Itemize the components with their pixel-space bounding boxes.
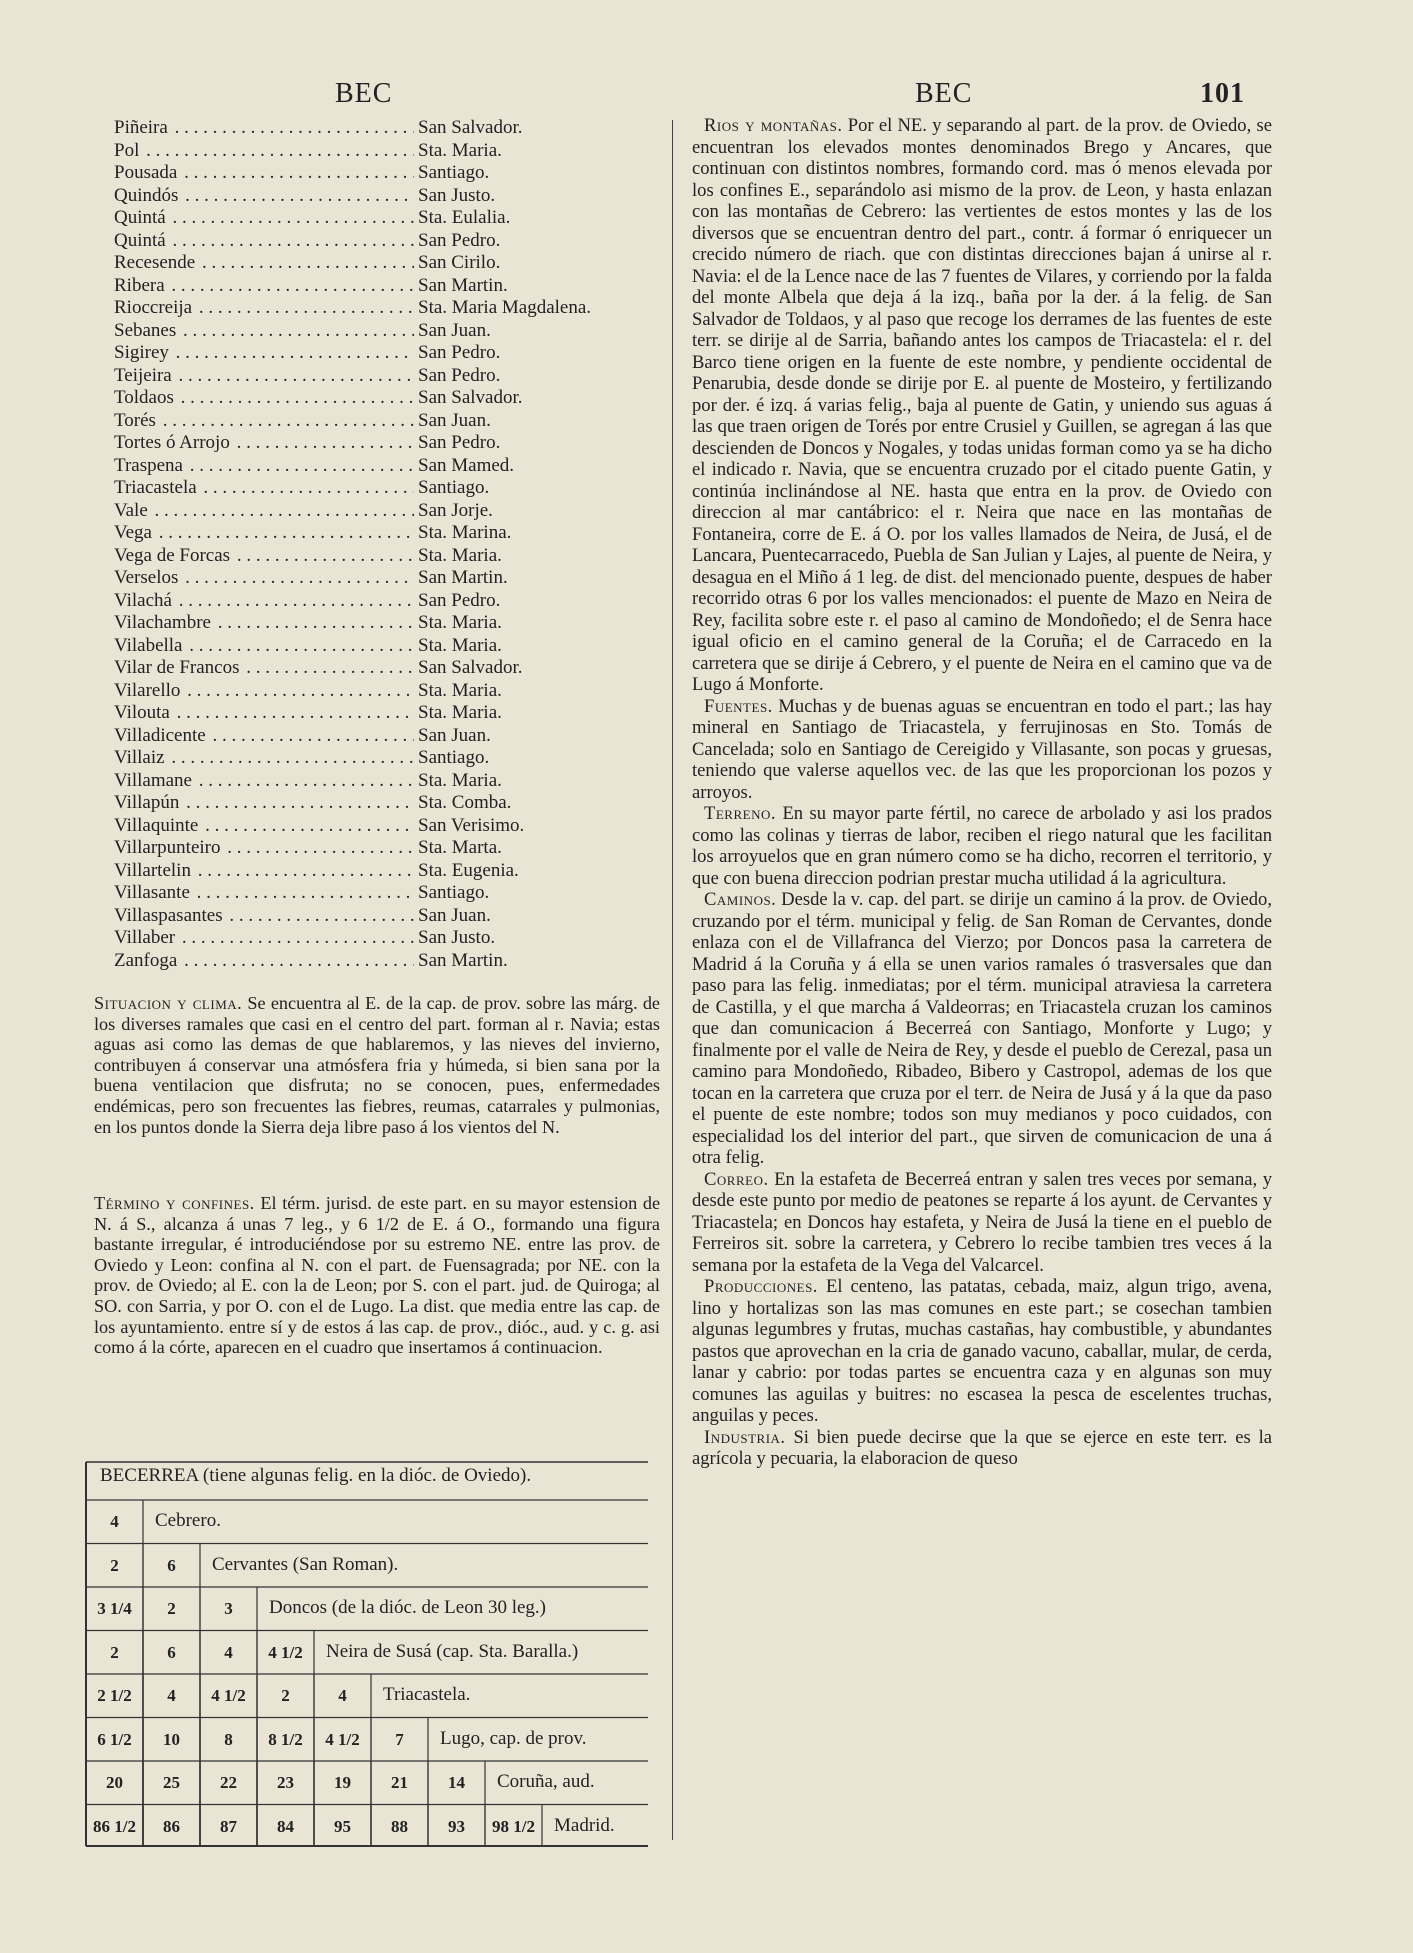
distance-cell: 2 (110, 1642, 119, 1662)
parish-row (114, 185, 674, 208)
parish-name-text: Vilar de Francos (114, 657, 240, 678)
section-heading: Término y confines. (94, 1193, 255, 1213)
parish-name-text: Villasante (114, 882, 190, 903)
parish-saint: Sta. Maria. (418, 679, 502, 701)
parish-name-text: Toldaos (114, 387, 174, 408)
parish-name-text: Ribera (114, 274, 165, 296)
parish-row (114, 567, 674, 590)
parish-name-text: Vilachá (114, 589, 172, 611)
parish-row (114, 590, 674, 613)
parish-name (114, 950, 414, 973)
parish-row (114, 252, 674, 275)
parish-saint: Santiago. (418, 747, 490, 768)
section-body: Se encuentra al E. de la cap. de prov. sobre las márg. de los diverses ramales que casi en el centro del part. forman al r. Navia; estas aguas asi como las demas de que hablaremos, y las nieves del invierno, contribuyen á conservar una atmósfera fria y húmeda, si bien sana por la buena ventilacion que disfruta; no se conocen, pues, enfermedades endémicas, pero son frecuentes las fiebres, reumas, catarrales y pulmonias, en los puntos donde la Sierra deja libre paso á los vientos del N. (94, 993, 660, 1137)
parish-row (114, 365, 674, 388)
right-section (692, 889, 1272, 1169)
parish-saint: Santiago. (418, 477, 490, 498)
parish-saint: San Pedro. (418, 364, 501, 386)
parish-name-text: Torés (114, 409, 156, 431)
parish-saint: San Juan. (418, 724, 491, 746)
parish-name-text: Triacastela (114, 477, 197, 498)
parish-saint: San Pedro. (418, 589, 501, 611)
parish-name (114, 320, 414, 343)
distance-cell: 98 1/2 (492, 1816, 535, 1836)
parish-name (114, 792, 414, 815)
distance-cell: 14 (448, 1773, 465, 1792)
parish-row (114, 702, 674, 725)
table-place: Triacastela. (383, 1684, 471, 1705)
parish-name-text: Villarpunteiro (114, 837, 221, 858)
parish-saint: San Pedro. (418, 229, 501, 251)
parish-saint: San Salvador. (418, 387, 523, 408)
distance-cell: 86 (163, 1816, 180, 1836)
distance-table (78, 1458, 651, 1850)
distance-cell: 25 (163, 1773, 180, 1792)
parish-name (114, 140, 414, 163)
parish-name-text: Traspena (114, 454, 183, 476)
parish-saint: San Salvador. (418, 117, 523, 138)
parish-name-text: Villapún (114, 792, 180, 813)
parish-row (114, 500, 674, 523)
distance-cell: 7 (395, 1729, 404, 1749)
distance-cell: 2 (281, 1686, 290, 1705)
parish-name-text: Sebanes (114, 319, 177, 341)
parish-row (114, 432, 674, 455)
distance-cell: 8 1/2 (268, 1729, 303, 1749)
distance-cell: 22 (220, 1773, 237, 1792)
parish-saint: San Juan. (418, 319, 491, 341)
parish-name (114, 860, 414, 883)
parish-name-text: Villamane (114, 769, 192, 791)
section-body: Muchas y de buenas aguas se encuentran en todo el part.; las hay mineral en Santiago de Triacastela, y ferrujinosas en Sto. Tomás de Cancelada; solo en Santiago de Cereigido y Villasante, son pocas y gruesas, teniendo que valerse aquellos vec. de las que les proporcionan los pozos y arroyos. (692, 695, 1272, 803)
distance-cell: 6 (167, 1555, 176, 1575)
section-body: El térm. jurisd. de este part. en su mayor estension de N. á S., alcanza á unas 7 leg., y 6 1/2 de E. á O., formando una figura bastante irregular, é introduciéndose por su estremo NE. entre las prov. de Oviedo y Leon: confina al N. con el part. de Fuensagrada; por NE. con la prov. de Oviedo; al E. con la de Leon; por S. con el part. jud. de Quiroga; al SO. con Sarria, y por O. con el de Lugo. La dist. que media entre las cap. de los ayuntamiento. entre sí y de estos á las cap. de prov., dióc., aud. y c. g. asi como á la córte, aparecen en el cuadro que insertamos á continuacion. (94, 1193, 661, 1358)
section-body: El centeno, las patatas, cebada, maiz, algun trigo, avena, lino y hortalizas son las mas comunes en este part.; se cosechan tambien algunas legumbres y frutas, muchas castañas, hay combustible, y abundantes pastos que aprovechan en la cria de ganado vacuno, caballar, mular, de cerda, lanar y cabrio: por todas partes se encuentra caza y en algunas son muy comunes las aguilas y buitres: no escasea la pesca de escelentes truchas, anguilas y peces. (692, 1276, 1273, 1426)
parish-saint: San Mamed. (418, 454, 515, 476)
parish-row (114, 320, 674, 343)
parish-row (114, 680, 674, 703)
parish-saint: Sta. Maria. (418, 612, 502, 633)
parish-row (114, 927, 674, 950)
parish-name-text: Sigirey (114, 342, 169, 363)
parish-row (114, 455, 674, 478)
parish-name (114, 680, 414, 703)
parish-name-text: Vale (114, 499, 148, 521)
section-heading: Fuentes. (704, 695, 773, 717)
parish-name-text: Vega de Forcas (114, 544, 231, 566)
distance-cell: 4 (167, 1686, 176, 1705)
parish-name (114, 230, 414, 253)
parish-name-text: Quintá (114, 207, 166, 228)
parish-name-text: Tortes ó Arrojo (114, 432, 230, 453)
parish-saint: Sta. Eulalia. (418, 207, 511, 228)
parish-name (114, 275, 414, 298)
parish-name (114, 927, 414, 950)
right-section (692, 115, 1272, 696)
distance-cell: 93 (448, 1816, 465, 1836)
parish-row (114, 410, 674, 433)
parish-name (114, 905, 414, 928)
distance-cell: 88 (391, 1816, 408, 1836)
table-place: Cervantes (San Roman). (212, 1553, 399, 1575)
section-termino (94, 1193, 660, 1358)
parish-name (114, 612, 414, 635)
running-head-right: BEC (915, 78, 973, 109)
parish-row (114, 342, 674, 365)
section-heading: Rios y montañas. (704, 115, 843, 136)
parish-name (114, 455, 414, 478)
distance-cell: 95 (334, 1816, 351, 1836)
parish-name-text: Villartelin (114, 859, 191, 881)
parish-name (114, 522, 414, 545)
parish-saint: San Pedro. (418, 432, 501, 453)
distance-cell: 6 (167, 1642, 176, 1662)
parish-name-text: Vilabella (114, 634, 183, 656)
parish-name-text: Villaiz (114, 747, 165, 768)
distance-cell: 4 (338, 1686, 347, 1705)
parish-name (114, 545, 414, 568)
distance-cell: 4 1/2 (268, 1642, 303, 1662)
distance-cell: 3 (224, 1599, 233, 1618)
parish-row (114, 815, 674, 838)
section-heading: Correo. (704, 1168, 769, 1190)
parish-saint: San Juan. (418, 409, 491, 431)
parish-saint: Sta. Maria. (418, 139, 502, 161)
parish-saint: Sta. Maria Magdalena. (418, 297, 592, 318)
parish-name (114, 882, 414, 905)
parish-name (114, 747, 414, 770)
right-section (692, 696, 1272, 804)
parish-name (114, 725, 414, 748)
section-body: En la estafeta de Becerreá entran y salen tres veces por semana, y desde este punto por medio de peatones se reparte á los ayunt. de Cervantes y Triacastela; en Doncos hay estafeta, y Neira de Jusá la tiene en el pueblo de Ferreiros sit. sobre la carretera, y Cebrero lo recibe tambien tres veces á la semana por la estafeta de la Vega del Valcarcel. (692, 1168, 1272, 1276)
parish-name (114, 117, 414, 140)
parish-row (114, 905, 674, 928)
parish-saint: San Verisimo. (418, 814, 525, 836)
parish-saint: San Martin. (418, 949, 508, 971)
table-place: Doncos (de la dióc. de Leon 30 leg.) (269, 1597, 546, 1618)
table-place: Madrid. (554, 1814, 615, 1836)
parish-saint: San Pedro. (418, 342, 501, 363)
parish-name-text: Villaber (114, 927, 176, 948)
parish-name (114, 432, 414, 455)
section-heading: Situacion y clima. (94, 993, 243, 1013)
page-number: 101 (1200, 78, 1245, 109)
right-section (692, 1169, 1272, 1277)
distance-cell: 3 1/4 (97, 1599, 132, 1618)
parish-row (114, 792, 674, 815)
parish-name (114, 207, 414, 230)
parish-row (114, 612, 674, 635)
parish-saint: Santiago. (418, 162, 490, 183)
parish-row (114, 207, 674, 230)
parish-row (114, 140, 674, 163)
table-place: Coruña, aud. (497, 1771, 595, 1792)
parish-saint: San Martin. (418, 274, 508, 296)
parish-name (114, 702, 414, 725)
parish-row (114, 860, 674, 883)
parish-saint: Sta. Comba. (418, 792, 512, 813)
parish-row (114, 545, 674, 568)
parish-saint: San Cirilo. (418, 252, 501, 273)
section-body: En su mayor parte fértil, no carece de arbolado y asi los prados como las colinas y tierras de labor, reciben el riego natural que les facilitan los arroyuelos que en gran número como se ha dicho, recorren el territorio, y que con buena direccion podrian prestar mucha utilidad á la agricultura. (692, 803, 1272, 889)
parish-saint: San Justo. (418, 927, 496, 948)
parish-saint: Sta. Maria. (418, 769, 502, 791)
distance-cell: 21 (391, 1773, 408, 1792)
parish-name-text: Quintá (114, 229, 166, 251)
parish-name (114, 387, 414, 410)
parish-name-text: Pol (114, 139, 140, 161)
parish-name-text: Recesende (114, 252, 196, 273)
parish-saint: Sta. Marta. (418, 837, 502, 858)
parish-saint: San Salvador. (418, 657, 523, 678)
parish-name-text: Teijeira (114, 364, 172, 386)
parish-saint: Santiago. (418, 882, 490, 903)
parish-name-text: Piñeira (114, 117, 168, 138)
parish-name-text: Villaquinte (114, 814, 199, 836)
parish-name (114, 185, 414, 208)
distance-cell: 4 (224, 1642, 233, 1662)
distance-cell: 86 1/2 (93, 1816, 136, 1836)
parish-name (114, 657, 414, 680)
parish-name-text: Vega (114, 522, 152, 543)
parish-name (114, 590, 414, 613)
parish-name (114, 365, 414, 388)
distance-cell: 23 (277, 1773, 294, 1792)
parish-saint: San Juan. (418, 904, 491, 926)
parish-row (114, 725, 674, 748)
section-situacion (94, 993, 660, 1137)
parish-name-text: Quindós (114, 184, 179, 206)
table-place: Neira de Susá (cap. Sta. Baralla.) (326, 1640, 579, 1662)
section-heading: Producciones. (704, 1276, 818, 1297)
parish-saint: Sta. Maria. (418, 702, 502, 723)
parish-name-text: Vilouta (114, 702, 170, 723)
parish-name (114, 477, 414, 500)
section-body: Por el NE. y separando al part. de la prov. de Oviedo, se encuentran los elevados montes denominados Brego y Ancares, que continuan con distintos nombres, formando cord. mas ó menos elevada por los confines E., separándolo asi mismo de la prov. de Leon, y hasta enlazan con las montañas de Cebrero: las vertientes de estos montes y las de los diversos que se encuentran dentro del part., contr. á formar ó enriquecer un crecido número de riach. que con distintas direcciones bajan á unirse al r. Navia: el de la Lence nace de las 7 fuentes de Vilares, y corriendo por la falda del monte Albela que deja á la izq., baña por la der. á la felig. de San Salvador de Toldaos, y al paso que recoge los derrames de las fuentes de este terr. se dirije al de Sarria, bañando antes los campos de Triacastela: el r. del Barco tiene origen en la fuente de este nombre, y pendiente occidental de Penarubia, desde donde se dirije por E. al puente de Mosteiro, y fertilizando por der. é izq. á varias felig., baja al puente de Gatin, y uniendo sus aguas á las que traen origen de Torés por entre Crusiel y Guillen, se agregan á las que descienden de Doncos y Nogales, y todas unidas forman como ya se ha dicho el indicado r. Navia, que se encuentra cruzado por el citado puente Gatin, y continúa inclinándose al NE. hasta que entra en la prov. de Oviedo con direccion al mar cantábrico: el r. Neira que nace en las montañas de Fontaneira, corre de E. á O. por los valles llamados de Neira, de Jusá, el de Lancara, Puentecarracedo, Puebla de San Julian y Lajes, al puente de Neira, y desagua en el Miño á 1 leg. de dist. del mencionado puente, despues de haber recorrido otras 6 por los valles mencionados: el puente de Mazo en Neira de Rey, facilita sobre este r. el paso al camino de Mondoñedo; el de Senra hace igual oficio en el camino general de la Coruña; el de Carracedo en la carretera que se dirije á Cebrero, y el puente de Neira en el camino que va de Lugo á Monforte. (692, 115, 1272, 695)
parish-saint: Sta. Maria. (418, 544, 502, 566)
parish-saint: San Justo. (418, 184, 496, 206)
distance-cell: 84 (277, 1816, 294, 1836)
parish-saint: Sta. Marina. (418, 522, 512, 543)
parish-name (114, 342, 414, 365)
parish-name-text: Vilarello (114, 679, 181, 701)
parish-row (114, 477, 674, 500)
section-heading: Caminos. (704, 889, 777, 910)
parish-name-text: Villadicente (114, 724, 206, 746)
parish-name (114, 635, 414, 658)
parish-row (114, 162, 674, 185)
distance-cell: 19 (334, 1773, 351, 1792)
parish-saint: Sta. Eugenia. (418, 859, 519, 881)
parish-name (114, 500, 414, 523)
parish-name-text: Pousada (114, 162, 178, 183)
parish-name (114, 837, 414, 860)
distance-cell: 10 (163, 1729, 180, 1749)
distance-table-title: BECERREA (tiene algunas felig. en la dióc. de Oviedo). (100, 1465, 532, 1486)
parish-row (114, 297, 674, 320)
parish-list (114, 117, 674, 972)
section-body: Desde la v. cap. del part. se dirije un camino á la prov. de Oviedo, cruzando por el térm. municipal y felig. de San Roman de Cervantes, donde enlaza con el de Villafranca del Vierzo; por Doncos pasa la carretera de Madrid á la Coruña y á ella se unen varios ramales ó trasversales que dan paso para las felig. inmediatas; por el térm. municipal atraviesa la carretera de Castilla, y el que marcha á Valdeorras; en Triacastela cruzan los caminos que dan comunicacion á Becerreá con Santiago, Monforte y Lugo; y finalmente por el valle de Neira de Rey, y desde el pueblo de Cerezal, pasa un camino para Mondoñedo, Ribadeo, Bibero y Castropol, ademas de los que tocan en la carretera que cruza por el terr. de Neira de Jusá y á la que da paso el puente de este nombre; todos son muy medianos y poco cuidados, con especialidad los del interior del part., que sirven de comunicacion de una á otra felig. (692, 889, 1272, 1168)
right-section (692, 1276, 1272, 1427)
distance-cell: 2 1/2 (97, 1686, 132, 1705)
table-place: Cebrero. (155, 1510, 221, 1531)
parish-name (114, 252, 414, 275)
parish-row (114, 275, 674, 298)
distance-cell: 2 (110, 1555, 119, 1575)
parish-row (114, 882, 674, 905)
parish-name-text: Zanfoga (114, 949, 178, 971)
parish-row (114, 387, 674, 410)
table-place: Lugo, cap. de prov. (440, 1727, 587, 1749)
parish-name-text: Villaspasantes (114, 904, 223, 926)
parish-saint: San Jorje. (418, 499, 493, 521)
distance-cell: 8 (224, 1729, 233, 1749)
parish-name (114, 567, 414, 590)
parish-name (114, 162, 414, 185)
parish-row (114, 230, 674, 253)
distance-cell: 87 (220, 1816, 237, 1836)
parish-row (114, 837, 674, 860)
distance-cell: 6 1/2 (97, 1729, 132, 1749)
parish-saint: San Martin. (418, 567, 508, 588)
column-rule (672, 120, 673, 1840)
parish-saint: Sta. Maria. (418, 634, 502, 656)
parish-name (114, 410, 414, 433)
parish-row (114, 770, 674, 793)
section-body: Si bien puede decirse que la que se ejerce en este terr. es la agrícola y pecuaria, la elaboracion de queso (692, 1426, 1272, 1469)
distance-cell: 4 (110, 1512, 119, 1531)
parish-row (114, 657, 674, 680)
parish-name (114, 770, 414, 793)
parish-row (114, 522, 674, 545)
parish-row (114, 635, 674, 658)
section-heading: Terreno. (704, 803, 777, 824)
distance-cell: 4 1/2 (211, 1686, 246, 1705)
parish-name (114, 815, 414, 838)
parish-name-text: Vilachambre (114, 612, 211, 633)
right-column (692, 115, 1272, 1470)
parish-row (114, 117, 674, 140)
parish-name-text: Verselos (114, 567, 179, 588)
distance-cell: 20 (106, 1773, 123, 1792)
section-heading: Industria. (704, 1426, 786, 1448)
parish-row (114, 747, 674, 770)
right-section (692, 1427, 1272, 1470)
running-head-left: BEC (335, 78, 393, 109)
parish-name (114, 297, 414, 320)
parish-row (114, 950, 674, 973)
distance-cell: 4 1/2 (325, 1729, 360, 1749)
distance-cell: 2 (167, 1599, 176, 1618)
parish-name-text: Rioccreija (114, 297, 193, 318)
right-section (692, 803, 1272, 889)
